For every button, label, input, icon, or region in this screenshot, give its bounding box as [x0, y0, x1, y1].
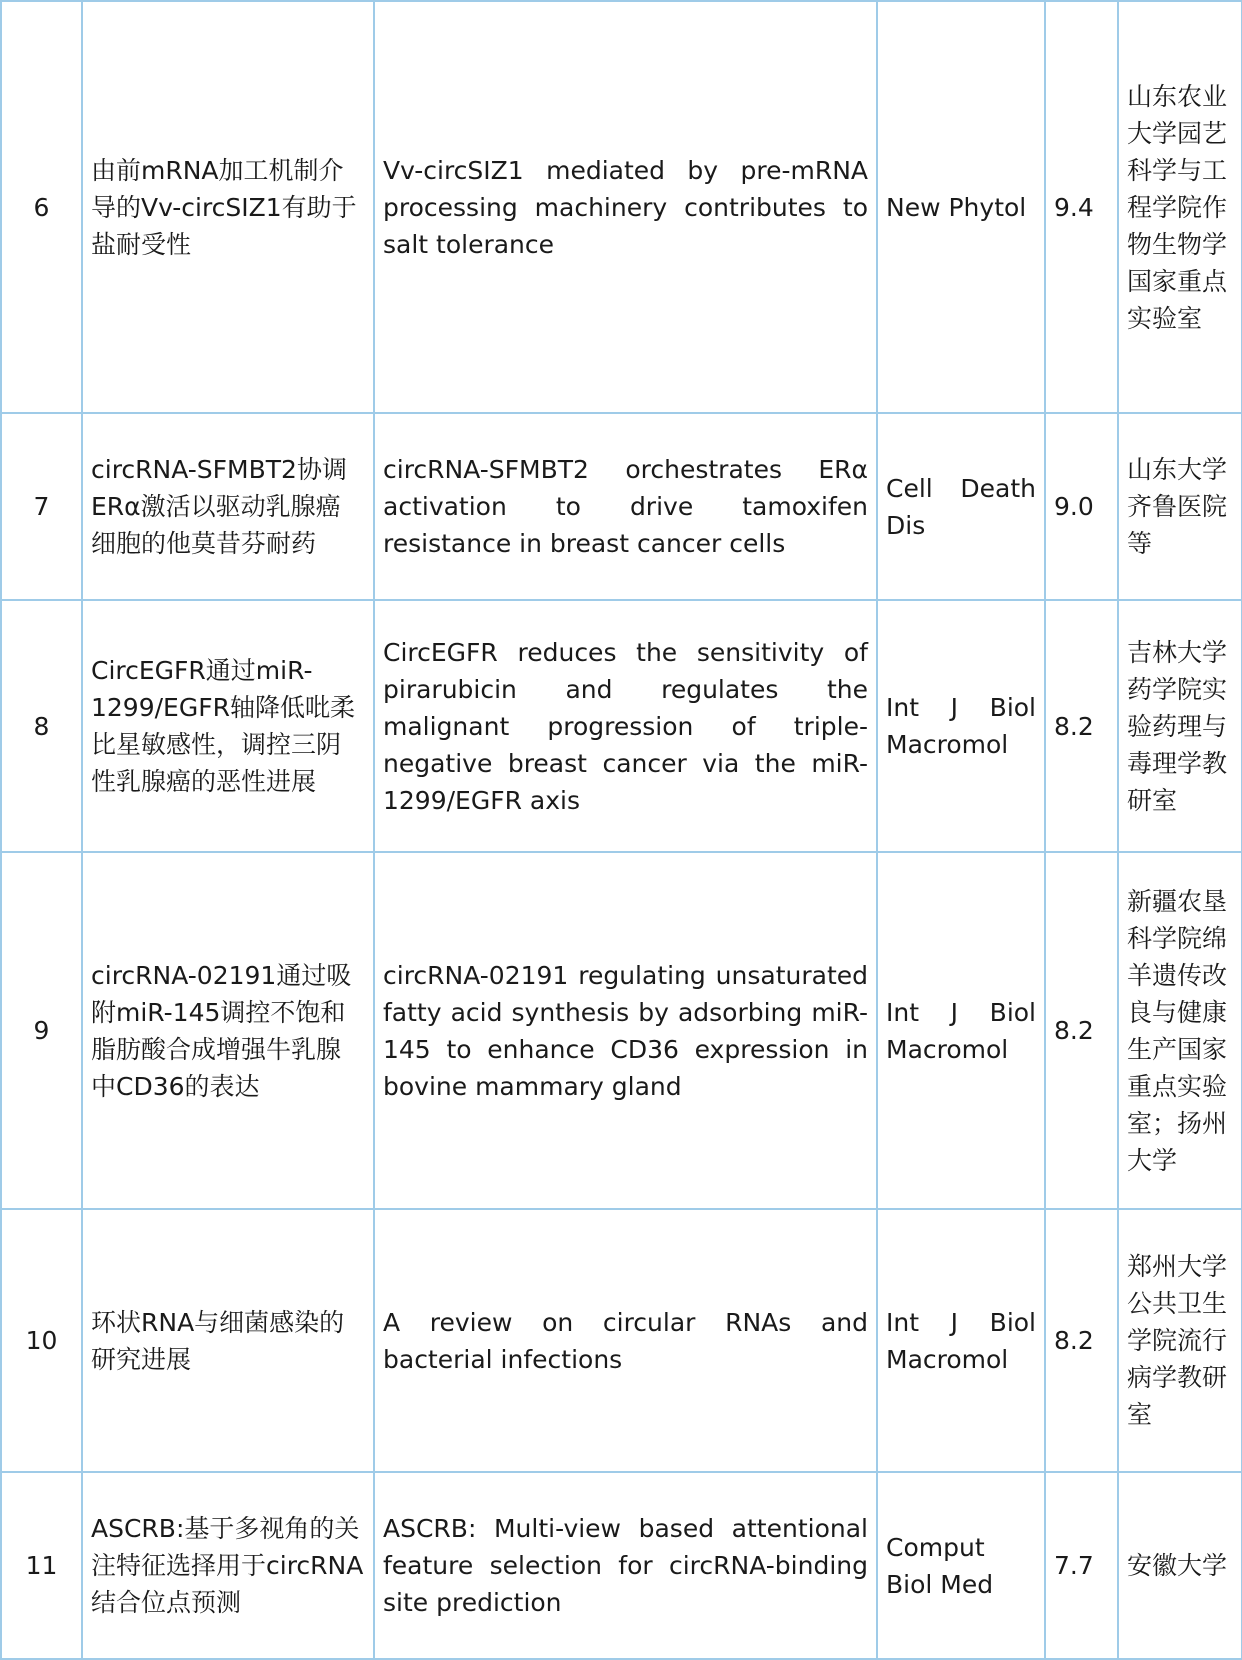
english-title: circRNA-SFMBT2 orchestrates ERα activation to drive tamoxifen resistance in breast cancer cells [374, 413, 877, 600]
journal-name: Cell Death Dis [877, 413, 1045, 600]
journal-name: New Phytol [877, 1, 1045, 413]
impact-factor: 8.2 [1045, 1209, 1118, 1472]
journal-name: Int J Biol Macromol [877, 600, 1045, 852]
row-number: 7 [1, 413, 82, 600]
chinese-title: ASCRB:基于多视角的关注特征选择用于circRNA结合位点预测 [82, 1472, 374, 1659]
table-row [1, 600, 1242, 852]
impact-factor: 8.2 [1045, 600, 1118, 852]
institution: 安徽大学 [1118, 1472, 1242, 1659]
row-number: 11 [1, 1472, 82, 1659]
table-row [1, 1209, 1242, 1472]
table-row [1, 852, 1242, 1209]
english-title: circRNA-02191 regulating unsaturated fatty acid synthesis by adsorbing miR-145 to enhance CD36 expression in bovine mammary gland [374, 852, 877, 1209]
english-title: CircEGFR reduces the sensitivity of pirarubicin and regulates the malignant progression of triple-negative breast cancer via the miR-1299/EGFR axis [374, 600, 877, 852]
institution: 郑州大学公共卫生学院流行病学教研室 [1118, 1209, 1242, 1472]
impact-factor: 8.2 [1045, 852, 1118, 1209]
institution: 山东农业大学园艺科学与工程学院作物生物学国家重点实验室 [1118, 1, 1242, 413]
journal-name: Comput Biol Med [877, 1472, 1045, 1659]
english-title: A review on circular RNAs and bacterial infections [374, 1209, 877, 1472]
chinese-title: 环状RNA与细菌感染的研究进展 [82, 1209, 374, 1472]
table-row [1, 1472, 1242, 1659]
table-row [1, 1, 1242, 413]
impact-factor: 7.7 [1045, 1472, 1118, 1659]
institution: 新疆农垦科学院绵羊遗传改良与健康生产国家重点实验室；扬州大学 [1118, 852, 1242, 1209]
chinese-title: 由前mRNA加工机制介导的Vv-circSIZ1有助于盐耐受性 [82, 1, 374, 413]
table-row [1, 413, 1242, 600]
institution: 吉林大学药学院实验药理与毒理学教研室 [1118, 600, 1242, 852]
journal-name: Int J Biol Macromol [877, 852, 1045, 1209]
english-title: Vv-circSIZ1 mediated by pre-mRNA processing machinery contributes to salt tolerance [374, 1, 877, 413]
chinese-title: CircEGFR通过miR-1299/EGFR轴降低吡柔比星敏感性，调控三阴性乳腺癌的恶性进展 [82, 600, 374, 852]
row-number: 10 [1, 1209, 82, 1472]
impact-factor: 9.0 [1045, 413, 1118, 600]
chinese-title: circRNA-02191通过吸附miR-145调控不饱和脂肪酸合成增强牛乳腺中CD36的表达 [82, 852, 374, 1209]
row-number: 9 [1, 852, 82, 1209]
english-title: ASCRB: Multi-view based attentional feature selection for circRNA-binding site prediction [374, 1472, 877, 1659]
impact-factor: 9.4 [1045, 1, 1118, 413]
chinese-title: circRNA-SFMBT2协调ERα激活以驱动乳腺癌细胞的他莫昔芬耐药 [82, 413, 374, 600]
journal-name: Int J Biol Macromol [877, 1209, 1045, 1472]
institution: 山东大学齐鲁医院等 [1118, 413, 1242, 600]
row-number: 8 [1, 600, 82, 852]
row-number: 6 [1, 1, 82, 413]
